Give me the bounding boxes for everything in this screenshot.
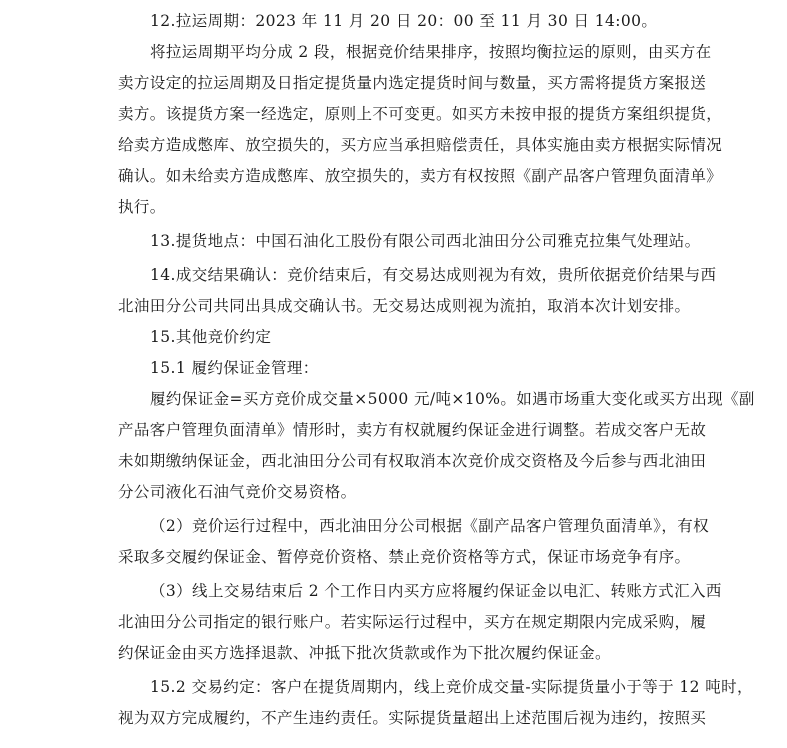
clause-15-1-item-3: （3）线上交易结束后 2 个工作日内买方应将履约保证金以电汇、转账方式汇入西 bbox=[150, 582, 722, 600]
body-text-line: 卖方设定的拉运周期及日指定提货量内选定提货时间与数量，买方需将提货方案报送 bbox=[118, 74, 707, 92]
body-text-line: 确认。如未给卖方造成憋库、放空损失的，卖方有权按照《副产品客户管理负面清单》 bbox=[118, 167, 723, 185]
body-text-line: 视为双方完成履约，不产生违约责任。实际提货量超出上述范围后视为违约，按照买 bbox=[118, 709, 707, 727]
clause-13-pickup-location: 13.提货地点：中国石油化工股份有限公司西北油田分公司雅克拉集气处理站。 bbox=[150, 232, 701, 250]
clause-14-result-confirmation: 14.成交结果确认：竞价结束后，有交易达成则视为有效，贵所依据竞价结果与西 bbox=[150, 266, 717, 284]
body-text-line: 履约保证金=买方竞价成交量×5000 元/吨×10%。如遇市场重大变化或买方出现《副 bbox=[150, 390, 755, 408]
clause-15-2-trade-agreement: 15.2 交易约定：客户在提货周期内，线上竞价成交量-实际提货量小于等于 12 吨时， bbox=[150, 678, 753, 696]
body-text-line: 产品客户管理负面清单》情形时，卖方有权就履约保证金进行调整。若成交客户无故 bbox=[118, 421, 707, 439]
body-text-line: 执行。 bbox=[118, 198, 166, 216]
body-text-line: 分公司液化石油气竞价交易资格。 bbox=[118, 483, 357, 501]
body-text-line: 将拉运周期平均分成 2 段，根据竞价结果排序，按照均衡拉运的原则，由买方在 bbox=[150, 43, 712, 61]
clause-12-loading-period: 12.拉运周期：2023 年 11 月 20 日 20：00 至 11 月 30 日 14:00。 bbox=[150, 12, 658, 30]
body-text-line: 北油田分公司指定的银行账户。若实际运行过程中，买方在规定期限内完成采购，履 bbox=[118, 613, 707, 631]
clause-15-1-item-2: （2）竞价运行过程中，西北油田分公司根据《副产品客户管理负面清单》，有权 bbox=[150, 517, 710, 535]
clause-15-1-heading: 15.1 履约保证金管理： bbox=[150, 359, 319, 377]
body-text-line: 给卖方造成憋库、放空损失的，买方应当承担赔偿责任，具体实施由卖方根据实际情况 bbox=[118, 136, 723, 154]
clause-15-heading: 15.其他竞价约定 bbox=[150, 328, 272, 346]
body-text-line: 北油田分公司共同出具成交确认书。无交易达成则视为流拍，取消本次计划安排。 bbox=[118, 297, 691, 315]
body-text-line: 约保证金由买方选择退款、冲抵下批次货款或作为下批次履约保证金。 bbox=[118, 644, 611, 662]
body-text-line: 采取多交履约保证金、暂停竞价资格、禁止竞价资格等方式，保证市场竞争有序。 bbox=[118, 548, 691, 566]
body-text-line: 未如期缴纳保证金，西北油田分公司有权取消本次竞价成交资格及今后参与西北油田 bbox=[118, 452, 707, 470]
body-text-line: 卖方。该提货方案一经选定，原则上不可变更。如买方未按申报的提货方案组织提货， bbox=[118, 105, 723, 123]
